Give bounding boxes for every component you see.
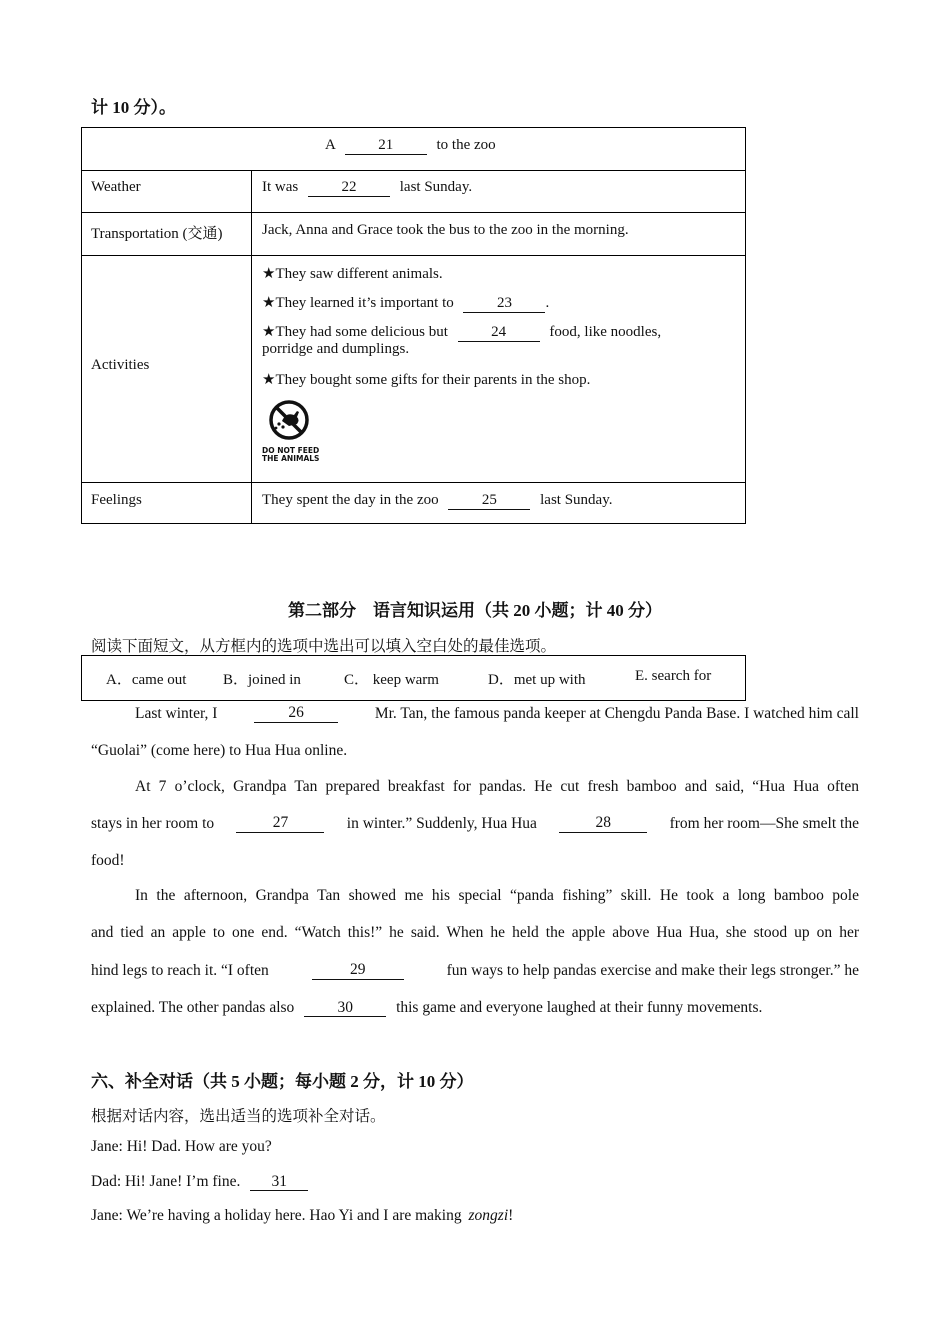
section6-instruction: 根据对话内容，选出适当的选项补全对话。 xyxy=(91,1108,386,1125)
blank-24[interactable]: 24 xyxy=(458,325,540,342)
part2-title: 第二部分 语言知识运用（共 20 小题；计 40 分） xyxy=(288,601,662,620)
blank-31[interactable]: 31 xyxy=(250,1174,308,1191)
dialogue-line: Dad: Hi! Jane! I’m fine. 31 xyxy=(91,1173,308,1191)
activity-item: ★They bought some gifts for their parents in the shop. xyxy=(262,372,591,388)
blank-30[interactable]: 30 xyxy=(304,1000,386,1017)
options-box xyxy=(81,655,746,701)
activity-item-continuation: porridge and dumplings. xyxy=(262,341,410,357)
passage-line: and tied an apple to one end. “Watch this!” he said. When he held the apple above Hua Hua, she stood up on her xyxy=(91,924,859,941)
blank-25[interactable]: 25 xyxy=(448,493,530,510)
passage-line: food! xyxy=(91,852,125,869)
option-a: A．came out xyxy=(106,672,187,688)
part2-instruction: 阅读下面短文，从方框内的选项中选出可以填入空白处的最佳选项。 xyxy=(91,638,557,655)
blank-26[interactable]: 26 xyxy=(254,705,338,723)
option-d: D．met up with xyxy=(488,672,586,688)
sign-text-line2: THE ANIMALS xyxy=(262,454,320,463)
blank-28[interactable]: 28 xyxy=(559,815,647,833)
dialogue-line: Jane: Hi! Dad. How are you? xyxy=(91,1138,272,1155)
weather-content: It was 22 last Sunday. xyxy=(262,179,473,195)
passage-line: “Guolai” (come here) to Hua Hua online. xyxy=(91,742,348,759)
table-title: A 21 to the zoo xyxy=(325,137,496,153)
option-b: B．joined in xyxy=(223,672,301,688)
feelings-label: Feelings xyxy=(91,492,142,508)
passage-line: Last winter, I 26 Mr. Tan, the famous panda keeper at Chengdu Panda Base. I watched him call xyxy=(135,704,859,722)
sign-text-line1: DO NOT FEED xyxy=(262,446,320,455)
blank-22[interactable]: 22 xyxy=(308,180,390,197)
passage-line: stays in her room to 27 in winter.” Suddenly, Hua Hua 28 from her room—She smelt the xyxy=(91,814,859,832)
dialogue-line: Jane: We’re having a holiday here. Hao Yi and I are making zongzi! xyxy=(91,1207,514,1224)
activities-label: Activities xyxy=(91,357,150,373)
no-feeding-sign xyxy=(262,399,322,461)
passage-line: explained. The other pandas also 30 this game and everyone laughed at their funny movements. xyxy=(91,999,763,1016)
transport-label: Transportation (交通) xyxy=(91,226,223,242)
passage-line: hind legs to reach it. “I often 29 fun ways to help pandas exercise and make their legs stronger.” he xyxy=(91,961,859,979)
passage-line: In the afternoon, Grandpa Tan showed me his special “panda fishing” skill. He took a long bamboo pole xyxy=(135,887,859,904)
no-feeding-icon xyxy=(262,399,322,441)
activity-item: ★They had some delicious but 24 food, like noodles, xyxy=(262,324,662,340)
blank-29[interactable]: 29 xyxy=(312,962,404,980)
section6-title: 六、补全对话（共 5 小题；每小题 2 分，计 10 分） xyxy=(91,1072,474,1091)
weather-label: Weather xyxy=(91,179,141,195)
option-e: E. search for xyxy=(635,668,712,684)
feelings-content: They spent the day in the zoo 25 last Sunday. xyxy=(262,492,613,508)
zoo-trip-table xyxy=(81,127,746,524)
transport-content: Jack, Anna and Grace took the bus to the zoo in the morning. xyxy=(262,222,629,238)
blank-23[interactable]: 23 xyxy=(463,296,545,313)
section-header-fragment: 计 10 分）。 xyxy=(91,98,176,117)
blank-21[interactable]: 21 xyxy=(345,138,427,155)
blank-27[interactable]: 27 xyxy=(236,815,324,833)
option-c: C． keep warm xyxy=(344,672,439,688)
activity-item: ★They learned it’s important to 23 . xyxy=(262,295,550,311)
passage-line: At 7 o’clock, Grandpa Tan prepared breakfast for pandas. He cut fresh bamboo and said, “Hua Hua often xyxy=(135,778,859,795)
activity-item: ★They saw different animals. xyxy=(262,266,443,282)
